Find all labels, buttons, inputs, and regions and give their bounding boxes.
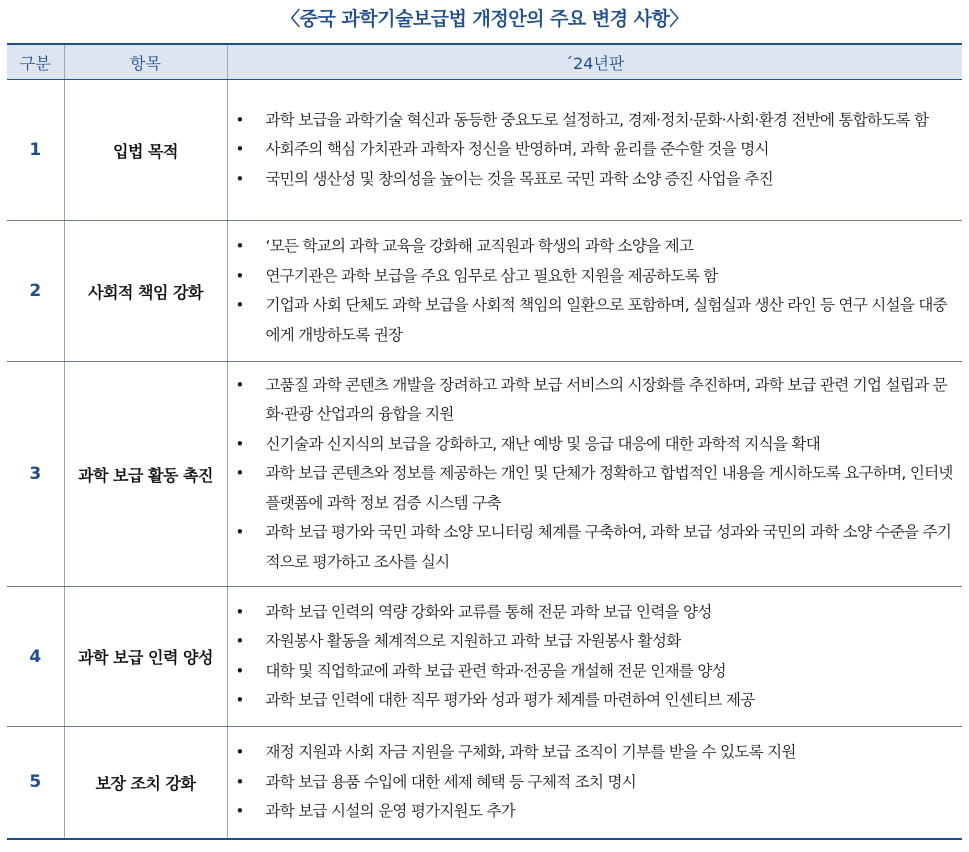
bullet-icon: • (235, 691, 244, 709)
bullet-icon: • (235, 661, 244, 680)
table-row (7, 587, 962, 727)
row-content (227, 362, 962, 587)
row-number: 3 (7, 362, 64, 587)
bullet-icon: • (235, 632, 244, 650)
table-row (7, 221, 962, 362)
header-item: 항목 (64, 44, 227, 80)
list-item: • 과학 보급 콘텐츠와 정보를 제공하는 개인 및 단체가 정확하고 합법적인 내용을 게시하도록 요구하며, 인터넷 플랫폼에 과학 정보 검증 시스템 구축 (236, 459, 957, 518)
list-item: • 사회주의 핵심 가치관과 과학자 정신을 반영하며, 과학 윤리를 준수할 것을 명시 (236, 135, 957, 165)
list-item: • 고품질 과학 콘텐츠 개발을 장려하고 과학 보급 서비스의 시장화를 추진하며, 과학 보급 관련 기업 설립과 문화·관광 산업과의 융합을 지원 (236, 371, 957, 430)
bullet-icon: • (235, 296, 244, 314)
table-row (7, 80, 962, 221)
bullet-icon: • (235, 523, 244, 542)
list-item: • 신기술과 신지식의 보급을 강화하고, 재난 예방 및 응급 대응에 대한 과학적 지식을 확대 (236, 430, 957, 460)
row-item: 사회적 책임 강화 (64, 221, 227, 362)
bullet-icon: • (235, 602, 244, 621)
list-item: • 자원봉사 활동을 체계적으로 지원하고 과학 보급 자원봉사 활성화 (236, 627, 957, 657)
list-item: • 과학 보급을 과학기술 혁신과 동등한 중요도로 설정하고, 경제·정치·문화·사회·환경 전반에 통합하도록 함 (236, 106, 957, 136)
row-item: 입법 목적 (64, 80, 227, 221)
table-row (7, 362, 962, 587)
list-item: • 과학 보급 인력에 대한 직무 평가와 성과 평가 체계를 마련하여 인센티브 제공 (236, 686, 957, 716)
amendment-table (7, 43, 962, 840)
row-number: 4 (7, 587, 64, 727)
row-content (227, 221, 962, 362)
list-item: • 기업과 사회 단체도 과학 보급을 사회적 책임의 일환으로 포함하며, 실험실과 생산 라인 등 연구 시설을 대중에게 개방하도록 권장 (236, 291, 957, 350)
row-item: 과학 보급 인력 양성 (64, 587, 227, 727)
bullet-icon: • (235, 266, 244, 285)
bullet-icon: • (235, 743, 244, 761)
row-number: 1 (7, 80, 64, 221)
row-content (227, 727, 962, 839)
bullet-icon: • (235, 434, 244, 453)
header-edition: ´24년판 (227, 44, 962, 80)
list-item: • 국민의 생산성 및 창의성을 높이는 것을 목표로 국민 과학 소양 증진 사업을 추진 (236, 165, 957, 195)
bullet-icon: • (235, 772, 244, 791)
bullet-icon: • (235, 464, 244, 483)
row-item: 과학 보급 활동 촉진 (64, 362, 227, 587)
table-header-row (7, 44, 962, 80)
row-item: 보장 조치 강화 (64, 727, 227, 839)
bullet-icon: • (235, 169, 244, 188)
row-content (227, 587, 962, 727)
list-item: • 과학 보급 시설의 운영 평가지원도 추가 (236, 797, 957, 827)
header-category: 구분 (7, 44, 64, 80)
list-item: • 연구기관은 과학 보급을 주요 임무로 삼고 필요한 지원을 제공하도록 함 (236, 262, 957, 292)
row-number: 5 (7, 727, 64, 839)
list-item: • 재정 지원과 사회 자금 지원을 구체화, 과학 보급 조직이 기부를 받을 수 있도록 지원 (236, 738, 957, 768)
list-item: • 과학 보급 용품 수입에 대한 세제 혜택 등 구체적 조치 명시 (236, 768, 957, 798)
bullet-icon: • (235, 140, 244, 159)
list-item: • ‘모든 학교의 과학 교육을 강화해 교직원과 학생의 과학 소양을 제고 (236, 232, 957, 262)
bullet-icon: • (235, 110, 244, 129)
bullet-icon: • (235, 802, 244, 820)
row-number: 2 (7, 221, 64, 362)
document-title: 〈중국 과학기술보급법 개정안의 주요 변경 사항〉 (281, 8, 688, 30)
list-item: • 과학 보급 인력의 역량 강화와 교류를 통해 전문 과학 보급 인력을 양성 (236, 598, 957, 628)
table-row (7, 727, 962, 839)
row-content (227, 80, 962, 221)
list-item: • 과학 보급 평가와 국민 과학 소양 모니터링 체계를 구축하여, 과학 보급 성과와 국민의 과학 소양 수준을 주기적으로 평가하고 조사를 실시 (236, 518, 957, 577)
list-item: • 대학 및 직업학교에 과학 보급 관련 학과·전공을 개설해 전문 인재를 양성 (236, 657, 957, 687)
bullet-icon: • (235, 237, 244, 255)
bullet-icon: • (235, 375, 244, 394)
